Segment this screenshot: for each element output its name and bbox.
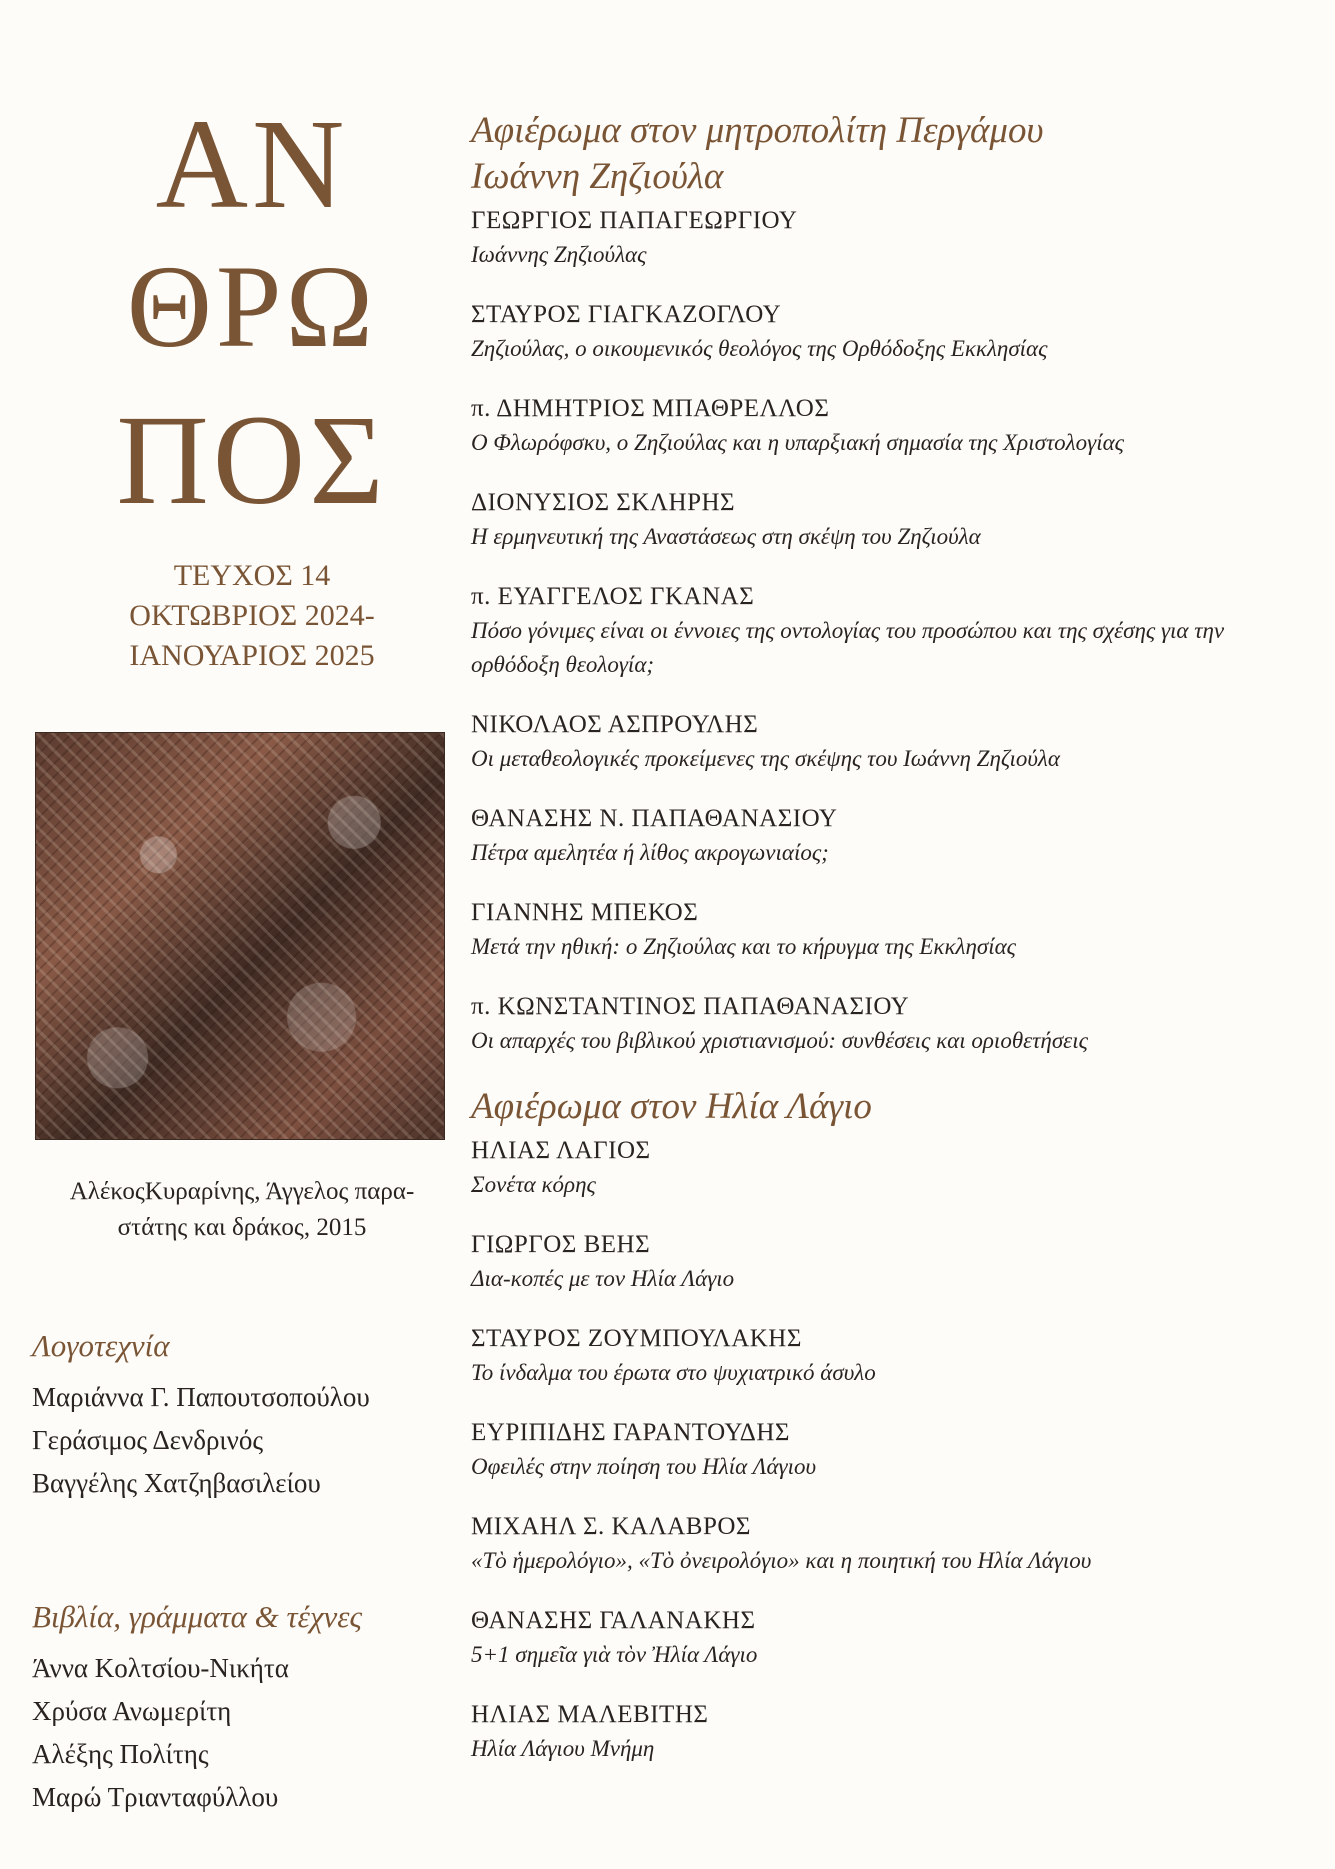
entry-title: Ο Φλωρόφσκυ, ο Ζηζιούλας και η υπαρξιακή σημασία της Χριστολογίας <box>471 430 1124 455</box>
books-section <box>32 1597 452 1819</box>
list-item <box>471 1510 1301 1578</box>
issue-number: ΤΕΥΧΟΣ 14 <box>173 559 331 592</box>
issue-period-end: ΙΑΝΟΥΑΡΙΟΣ 2025 <box>129 639 375 672</box>
entry-title: Πέτρα αμελητέα ή λίθος ακρογωνιαίος; <box>471 840 829 865</box>
list-item <box>471 1228 1301 1296</box>
list-item <box>471 1698 1301 1766</box>
entry-title: Ιωάννης Ζηζιούλας <box>471 242 647 267</box>
entry-author: ΜΙΧΑΗΛ Σ. ΚΑΛΑΒΡΟΣ <box>471 1513 751 1540</box>
entry-title: Οι απαρχές του βιβλικού χριστιανισμού: συνθέσεις και οριοθετήσεις <box>471 1028 1088 1053</box>
entry-title: Μετά την ηθική: ο Ζηζιούλας και το κήρυγμα της Εκκλησίας <box>471 934 1016 959</box>
entry-title: Οφειλές στην ποίηση του Ηλία Λάγιου <box>471 1454 817 1479</box>
list-item <box>471 298 1301 366</box>
left-column <box>32 93 452 1819</box>
entry-title: Η ερμηνευτική της Αναστάσεως στη σκέψη του Ζηζιούλα <box>471 524 981 549</box>
list-item <box>471 1322 1301 1390</box>
entry-title: Πόσο γόνιμες είναι οι έννοιες της οντολογίας του προσώπου και της σχέσης για την ορθόδοξη θεολογία; <box>471 618 1225 677</box>
section-1-title <box>471 108 1301 200</box>
literature-heading: Λογοτεχνία <box>32 1328 170 1363</box>
literature-name: Βαγγέλης Χατζηβασιλείου <box>32 1468 321 1498</box>
list-item <box>471 708 1301 776</box>
entry-author: ΗΛΙΑΣ ΜΑΛΕΒΙΤΗΣ <box>471 1701 709 1728</box>
entry-author: ΣΤΑΥΡΟΣ ΓΙΑΓΚΑΖΟΓΛΟΥ <box>471 301 782 328</box>
entry-author: ΘΑΝΑΣΗΣ Ν. ΠΑΠΑΘΑΝΑΣΙΟΥ <box>471 805 838 832</box>
entry-author: ΓΙΑΝΝΗΣ ΜΠΕΚΟΣ <box>471 899 699 926</box>
list-item <box>471 1416 1301 1484</box>
section-1-title-line-2: Ιωάννη Ζηζιούλα <box>471 156 724 197</box>
issue-period-start: ΟΚΤΩΒΡΙΟΣ 2024- <box>129 599 375 632</box>
entry-author: ΝΙΚΟΛΑΟΣ ΑΣΠΡΟΥΛΗΣ <box>471 711 759 738</box>
literature-name: Μαριάννα Γ. Παπουτσοπούλου <box>32 1382 370 1412</box>
list-item <box>471 990 1301 1058</box>
entry-author: π. ΚΩΝΣΤΑΝΤΙΝΟΣ ΠΑΠΑΘΑΝΑΣΙΟΥ <box>471 993 910 1020</box>
entry-title: Σονέτα κόρης <box>471 1172 596 1197</box>
caption-line-1: ΑλέκοςΚυραρίνης, Άγγελος παρα- <box>69 1178 415 1205</box>
artwork-caption <box>32 1174 452 1246</box>
entry-author: ΓΕΩΡΓΙΟΣ ΠΑΠΑΓΕΩΡΓΙΟΥ <box>471 207 798 234</box>
books-name: Μαρώ Τριανταφύλλου <box>32 1782 279 1812</box>
section-1-title-line-1: Αφιέρωμα στον μητροπολίτη Περγάμου <box>471 110 1044 151</box>
entry-title: Ζηζιούλας, ο οικουμενικός θεολόγος της Ορθόδοξης Εκκλησίας <box>471 336 1048 361</box>
books-names <box>32 1647 452 1819</box>
list-item <box>471 486 1301 554</box>
list-item <box>471 580 1301 682</box>
entry-author: ΘΑΝΑΣΗΣ ΓΑΛΑΝΑΚΗΣ <box>471 1607 756 1634</box>
caption-line-2: στάτης και δράκος, 2015 <box>117 1214 367 1241</box>
books-heading: Βιβλία, γράμματα & τέχνες <box>32 1599 363 1634</box>
list-item <box>471 802 1301 870</box>
entry-author: ΗΛΙΑΣ ΛΑΓΙΟΣ <box>471 1137 651 1164</box>
entry-author: π. ΔΗΜΗΤΡΙΟΣ ΜΠΑΘΡΕΛΛΟΣ <box>471 395 830 422</box>
entry-author: π. ΕΥΑΓΓΕΛΟΣ ΓΚΑΝΑΣ <box>471 583 755 610</box>
masthead <box>102 93 402 544</box>
entry-title: Ηλία Λάγιου Μνήμη <box>471 1736 655 1761</box>
list-item <box>471 204 1301 272</box>
entry-title: Οι μεταθεολογικές προκείμενες της σκέψης του Ιωάννη Ζηζιούλα <box>471 746 1060 771</box>
books-name: Αλέξης Πολίτης <box>32 1739 209 1769</box>
entry-author: ΔΙΟΝΥΣΙΟΣ ΣΚΛΗΡΗΣ <box>471 489 736 516</box>
literature-section <box>32 1326 452 1505</box>
list-item <box>471 896 1301 964</box>
issue-info <box>92 556 412 676</box>
entry-author: ΣΤΑΥΡΟΣ ΖΟΥΜΠΟΥΛΑΚΗΣ <box>471 1325 802 1352</box>
list-item <box>471 1604 1301 1672</box>
section-2-title: Αφιέρωμα στον Ηλία Λάγιο <box>471 1086 872 1127</box>
list-item <box>471 392 1301 460</box>
cover-artwork <box>35 732 445 1140</box>
entry-title: 5+1 σημεῖα γιὰ τὸν Ἠλία Λάγιο <box>471 1642 758 1667</box>
masthead-row-3: ΠΟΣ <box>116 389 388 531</box>
entry-title: Δια-κοπές με τον Ηλία Λάγιο <box>471 1266 735 1291</box>
entry-author: ΓΙΩΡΓΟΣ ΒΕΗΣ <box>471 1231 651 1258</box>
books-name: Χρύσα Ανωμερίτη <box>32 1696 232 1726</box>
books-name: Άννα Κολτσίου-Νικήτα <box>32 1653 289 1683</box>
masthead-row-2: ΘΡΩ <box>126 241 378 372</box>
literature-name: Γεράσιμος Δενδρινός <box>32 1425 264 1455</box>
contents-column <box>471 108 1301 1792</box>
entry-title: Το ίνδαλμα του έρωτα στο ψυχιατρικό άσυλο <box>471 1360 876 1385</box>
entry-title: «Τὸ ἡμερολόγιο», «Τὸ ὀνειρολόγιο» και η ποιητική του Ηλία Λάγιου <box>471 1548 1092 1573</box>
literature-names <box>32 1376 452 1505</box>
entry-author: ΕΥΡΙΠΙΔΗΣ ΓΑΡΑΝΤΟΥΔΗΣ <box>471 1419 790 1446</box>
list-item <box>471 1134 1301 1202</box>
masthead-row-1: ΑΝ <box>155 93 349 235</box>
